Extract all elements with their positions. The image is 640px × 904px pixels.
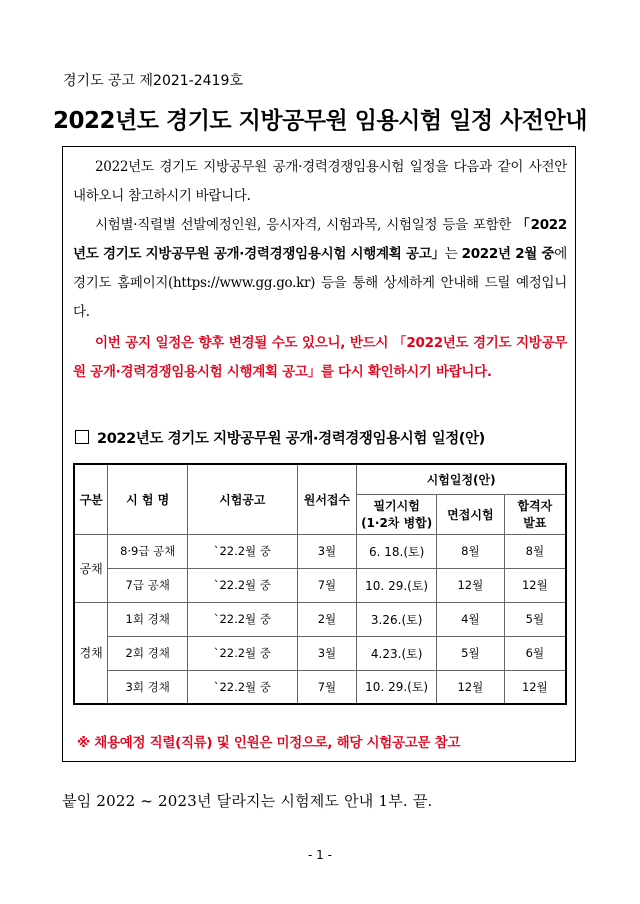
- cell-apply: 7월: [297, 568, 357, 602]
- cell-announce: `22.2월 중: [188, 636, 298, 670]
- section-title: [75, 427, 485, 448]
- table-header-row: [74, 464, 566, 494]
- cell-exam: 3회 경채: [108, 670, 188, 704]
- cell-exam: 2회 경채: [108, 636, 188, 670]
- cell-announce: `22.2월 중: [188, 568, 298, 602]
- cell-exam: 1회 경채: [108, 602, 188, 636]
- plan-announcement-title: 「2022년도 경기도 지방공무원 공개·경력경쟁임용시험 시행계획 공고」: [73, 217, 567, 262]
- details-paragraph: [73, 211, 567, 327]
- warning-text: 이번 공지 일정은 향후 변경될 수도 있으니, 반드시 「2022년도 경기도 지방공무원 공개·경력경쟁임용시험 시행계획 공고」를 다시 확인하시기 바랍니다.: [73, 335, 567, 380]
- header-category: 구분: [74, 464, 108, 534]
- header-written: [357, 494, 437, 534]
- header-written-sub: (1·2차 병합): [361, 516, 433, 530]
- warning-paragraph: [73, 329, 567, 387]
- details-text-2: 는: [444, 246, 458, 262]
- schedule-table: [73, 463, 567, 705]
- cell-result: 8월: [504, 534, 566, 568]
- cell-announce: `22.2월 중: [188, 534, 298, 568]
- header-result-sub: 발표: [523, 516, 547, 530]
- cell-written: 4.23.(토): [357, 636, 437, 670]
- notice-number: 경기도 공고 제2021-2419호: [63, 73, 243, 89]
- intro-text: 2022년도 경기도 지방공무원 공개·경력경쟁임용시험 일정을 다음과 같이 사전안내하오니 참고하시기 바랍니다.: [73, 159, 567, 204]
- header-exam-name: 시 험 명: [108, 464, 188, 534]
- details-text-3: 에 경기도 홈페이지(https://www.gg.go.kr) 등을 통해 상세하게 안내해 드릴 예정입니다.: [73, 246, 567, 320]
- cell-apply: 2월: [297, 602, 357, 636]
- cell-written: 10. 29.(토): [357, 568, 437, 602]
- details-text-1: 시험별·직렬별 선발예정인원, 응시자격, 시험과목, 시험일정 등을 포함한: [95, 217, 512, 233]
- cell-result: 6월: [504, 636, 566, 670]
- group-open-recruitment: 공채: [74, 534, 108, 602]
- group-career-recruitment: 경채: [74, 602, 108, 704]
- page-title: 2022년도 경기도 지방공무원 임용시험 일정 사전안내: [53, 108, 587, 134]
- checkbox-square-icon: [75, 430, 89, 444]
- header-announcement: 시험공고: [188, 464, 298, 534]
- table-row: [74, 534, 566, 568]
- table-row: [74, 568, 566, 602]
- cell-interview: 12월: [437, 568, 505, 602]
- cell-apply: 7월: [297, 670, 357, 704]
- cell-exam: 8·9급 공채: [108, 534, 188, 568]
- cell-exam: 7급 공채: [108, 568, 188, 602]
- notice-box: [62, 146, 576, 762]
- header-written-label: 필기시험: [373, 499, 420, 513]
- header-result-label: 합격자: [517, 499, 553, 513]
- cell-announce: `22.2월 중: [188, 602, 298, 636]
- cell-result: 5월: [504, 602, 566, 636]
- cell-apply: 3월: [297, 534, 357, 568]
- header-schedule: 시험일정(안): [357, 464, 566, 494]
- table-row: [74, 636, 566, 670]
- cell-interview: 4월: [437, 602, 505, 636]
- table-row: [74, 670, 566, 704]
- cell-announce: `22.2월 중: [188, 670, 298, 704]
- section-title-text: 2022년도 경기도 지방공무원 공개·경력경쟁임용시험 일정(안): [97, 431, 485, 447]
- cell-apply: 3월: [297, 636, 357, 670]
- cell-written: 3.26.(토): [357, 602, 437, 636]
- table-row: [74, 602, 566, 636]
- cell-written: 6. 18.(토): [357, 534, 437, 568]
- attachment-line: 붙임 2022 ~ 2023년 달라지는 시험제도 안내 1부. 끝.: [62, 792, 433, 810]
- page-number: - 1 -: [308, 848, 332, 862]
- header-application: 원서접수: [297, 464, 357, 534]
- footnote: ※ 채용예정 직렬(직류) 및 인원은 미정으로, 해당 시험공고문 참고: [77, 735, 461, 751]
- cell-interview: 8월: [437, 534, 505, 568]
- cell-interview: 12월: [437, 670, 505, 704]
- cell-interview: 5월: [437, 636, 505, 670]
- header-interview: 면접시험: [437, 494, 505, 534]
- cell-result: 12월: [504, 568, 566, 602]
- cell-result: 12월: [504, 670, 566, 704]
- cell-written: 10. 29.(토): [357, 670, 437, 704]
- announcement-date: 2022년 2월 중: [461, 246, 555, 262]
- intro-paragraph: [73, 153, 567, 211]
- header-result: [504, 494, 566, 534]
